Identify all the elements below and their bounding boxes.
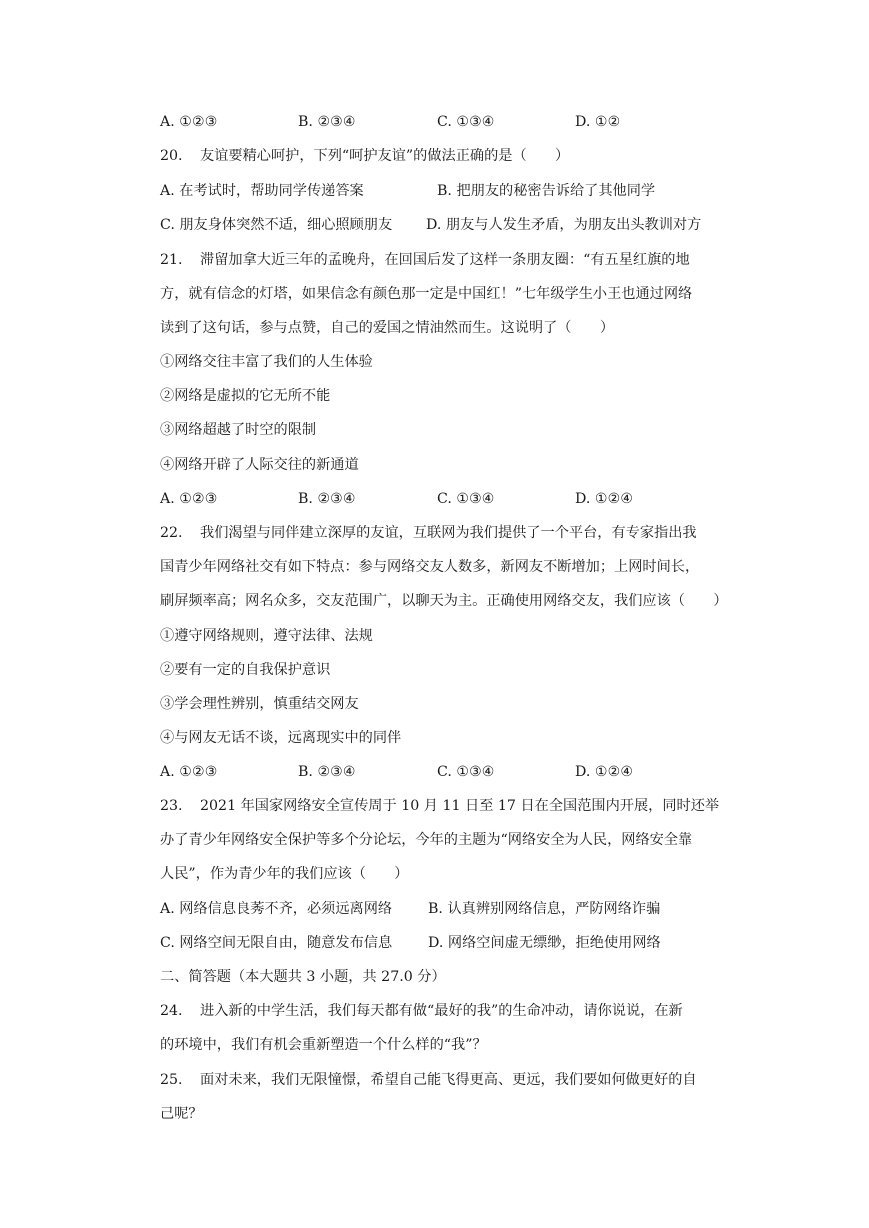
q22-option-a: A. ①②③ bbox=[160, 764, 218, 780]
q22-number: 22. bbox=[160, 525, 183, 541]
q21-stem-text-1: 滞留加拿大近三年的孟晚舟，在回国后发了这样一条朋友圈：“有五星红旗的地 bbox=[200, 252, 690, 268]
q22-option-b: B. ②③④ bbox=[298, 764, 356, 780]
q20-option-d: D. 朋友与人发生矛盾，为朋友出头教训对方 bbox=[426, 217, 702, 233]
q21-option-a: A. ①②③ bbox=[160, 491, 218, 507]
q20-stem-text: 友谊要精心呵护，下列“呵护友谊”的做法正确的是（ ） bbox=[200, 148, 570, 164]
q22-statement-2: ②要有一定的自我保护意识 bbox=[160, 662, 331, 678]
q19-option-d: D. ①② bbox=[575, 114, 621, 130]
q25-number: 25. bbox=[160, 1072, 183, 1088]
q25-line-2: 己呢？ bbox=[160, 1106, 203, 1122]
q23-stem-text-1: 2021 年国家网络安全宣传周于 10 月 11 日至 17 日在全国范围内开展，同时还举 bbox=[200, 798, 720, 814]
q22-stem-line-3: 刷屏频率高；网名众多，交友范围广，以聊天为主。正确使用网络交友，我们应该（ ） bbox=[160, 593, 728, 609]
q23-stem-line-1 bbox=[160, 796, 720, 816]
q21-statement-1: ①网络交往丰富了我们的人生体验 bbox=[160, 354, 373, 370]
q25-line-1 bbox=[160, 1070, 720, 1090]
q21-number: 21. bbox=[160, 252, 183, 268]
q23-option-a: A. 网络信息良莠不齐，必须远离网络 bbox=[160, 901, 393, 917]
q20-number: 20. bbox=[160, 148, 183, 164]
q20-option-b: B. 把朋友的秘密告诉给了其他同学 bbox=[437, 183, 656, 199]
q21-stem-line-1 bbox=[160, 250, 720, 270]
q21-stem-line-3: 读到了这句话，参与点赞，自己的爱国之情油然而生。这说明了（ ） bbox=[160, 320, 615, 336]
q20-stem bbox=[160, 146, 720, 166]
q22-stem-line-1 bbox=[160, 523, 720, 543]
q20-option-a: A. 在考试时，帮助同学传递答案 bbox=[160, 183, 364, 199]
q23-stem-line-3: 人民”，作为青少年的我们应该（ ） bbox=[160, 866, 409, 882]
q20-option-c: C. 朋友身体突然不适，细心照顾朋友 bbox=[160, 217, 393, 233]
q25-text-1: 面对未来，我们无限憧憬，希望自己能飞得更高、更远，我们要如何做更好的自 bbox=[200, 1072, 697, 1088]
q23-option-d: D. 网络空间虚无缥缈，拒绝使用网络 bbox=[428, 935, 661, 951]
q24-number: 24. bbox=[160, 1003, 183, 1019]
q19-option-c: C. ①③④ bbox=[437, 114, 495, 130]
q21-stem-line-2: 方，就有信念的灯塔，如果信念有颜色那一定是中国红！”七年级学生小王也通过网络 bbox=[160, 286, 693, 302]
q21-option-b: B. ②③④ bbox=[298, 491, 356, 507]
section-heading: 二、简答题（本大题共 3 小题，共 27.0 分） bbox=[160, 969, 446, 985]
q19-option-a: A. ①②③ bbox=[160, 114, 218, 130]
q22-statement-4: ④与网友无话不谈，远离现实中的同伴 bbox=[160, 730, 402, 746]
q21-statement-2: ②网络是虚拟的它无所不能 bbox=[160, 388, 331, 404]
q21-option-d: D. ①②④ bbox=[575, 491, 634, 507]
q23-option-c: C. 网络空间无限自由，随意发布信息 bbox=[160, 935, 393, 951]
q24-line-2: 的环境中，我们有机会重新塑造一个什么样的“我”？ bbox=[160, 1037, 487, 1053]
q22-option-d: D. ①②④ bbox=[575, 764, 634, 780]
q21-option-c: C. ①③④ bbox=[437, 491, 495, 507]
q22-stem-line-2: 国青少年网络社交有如下特点：参与网络交友人数多，新网友不断增加；上网时间长， bbox=[160, 559, 700, 575]
q23-stem-line-2: 办了青少年网络安全保护等多个分论坛，今年的主题为“网络安全为人民，网络安全靠 bbox=[160, 832, 693, 848]
q24-line-1 bbox=[160, 1001, 720, 1021]
q22-option-c: C. ①③④ bbox=[437, 764, 495, 780]
q23-number: 23. bbox=[160, 798, 183, 814]
q19-option-b: B. ②③④ bbox=[298, 114, 356, 130]
q23-option-b: B. 认真辨别网络信息，严防网络诈骗 bbox=[428, 901, 661, 917]
q22-statement-3: ③学会理性辨别，慎重结交网友 bbox=[160, 696, 359, 712]
q24-text-1: 进入新的中学生活，我们每天都有做“最好的我”的生命冲动，请你说说，在新 bbox=[200, 1003, 683, 1019]
q22-stem-text-1: 我们渴望与同伴建立深厚的友谊，互联网为我们提供了一个平台，有专家指出我 bbox=[200, 525, 697, 541]
q21-statement-3: ③网络超越了时空的限制 bbox=[160, 422, 317, 438]
q22-statement-1: ①遵守网络规则，遵守法律、法规 bbox=[160, 628, 373, 644]
q21-statement-4: ④网络开辟了人际交往的新通道 bbox=[160, 457, 359, 473]
